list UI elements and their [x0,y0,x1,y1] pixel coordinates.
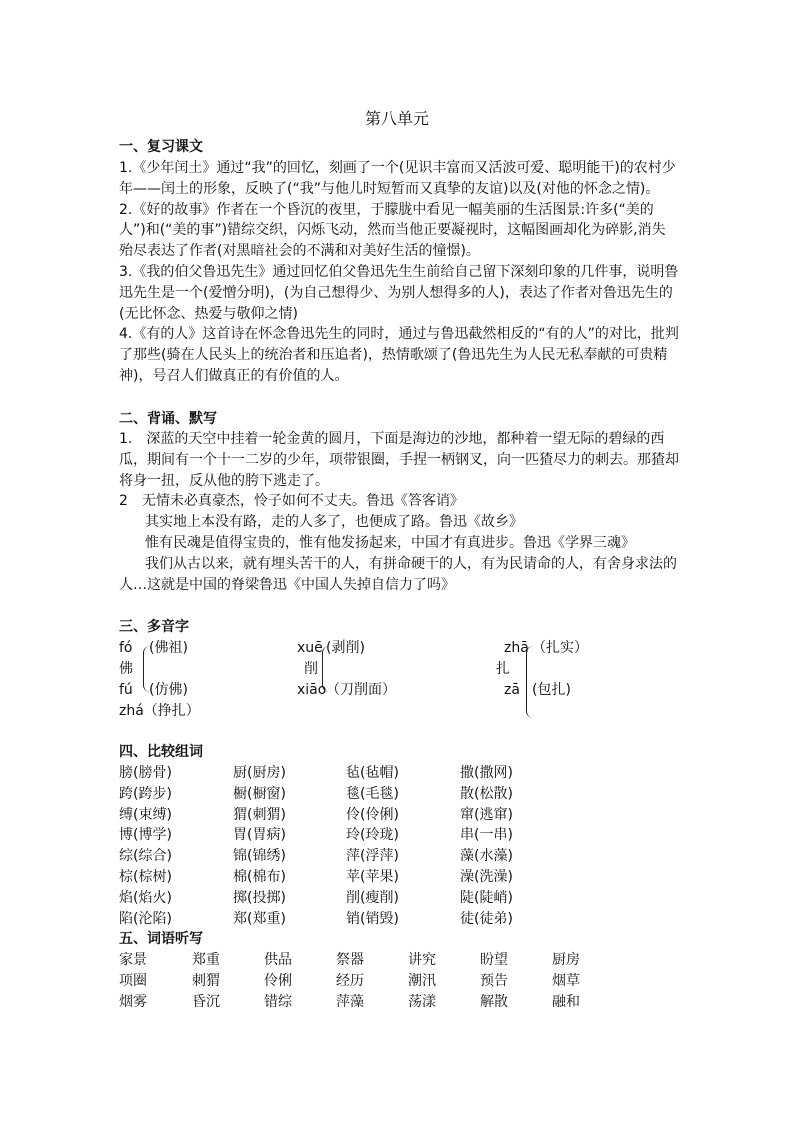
zha-pinyin-2: zā [504,682,520,698]
compare-item: 棉(棉布) [233,868,286,885]
dictation-word: 项圈 [119,972,147,989]
compare-item: 散(松散) [460,785,513,802]
review-item-4: 4.《有的人》这首诗在怀念鲁迅先生的同时，通过与鲁迅截然相反的“有的人”的对比，批判了那些(骑在人民头上的统治者和压追者)，热情歌颂了(鲁迅先生为人民无私奉献的可贵精神)，号召人们做真正的有价值的人。 [119,326,679,384]
dictation-word: 讲究 [408,952,436,968]
zha-word-2: (包扎) [532,682,571,698]
recite-passage-2: 2 无情未必真豪杰，怜子如何不丈夫。鲁迅《答客诮》 [119,493,464,510]
xue-word-2: （刀削面） [326,682,396,698]
zha-word-1: （扎实） [532,640,588,656]
compare-item: 厨(厨房) [233,765,286,781]
compare-item: 撒(撒网) [460,765,513,781]
dictation-word: 盼望 [480,952,508,968]
compare-item: 缚(束缚) [119,806,172,823]
compare-item: 销(销毁) [346,910,399,927]
compare-item: 锦(锦绣) [233,848,286,865]
dictation-word: 家景 [119,952,147,968]
compare-column-4 [460,763,513,929]
dictation-word: 祭器 [336,952,364,968]
compare-item: 萍(浮萍) [346,848,399,865]
compare-item: 陷(沦陷) [119,910,172,927]
fo-word-1: (佛祖) [149,640,188,656]
zha-pinyin-3: zhá（挣扎） [119,703,200,719]
dictation-word: 融和 [552,993,580,1010]
dictation-word: 错综 [264,993,292,1010]
dictation-word: 昏沉 [192,993,220,1010]
review-item-3: 3.《我的伯父鲁迅先生》通过回忆伯父鲁迅先生生前给自己留下深刻印象的几件事，说明鲁迅先生是一个(爱憎分明)，(为自己想得少、为别人想得多的人)，表达了作者对鲁迅先生的(无比怀念、热爱与敬仰之情) [119,263,679,322]
compare-item: 毯(毛毯) [346,785,399,802]
xue-char: 削 [304,661,318,677]
fo-pinyin-1: fó [119,640,133,656]
compare-item: 苹(苹果) [346,868,399,885]
dictation-word: 伶俐 [264,972,292,989]
section-heading-recite: 二、背诵、默写 [119,411,217,427]
xue-pinyin-1: xuē [297,640,323,656]
review-list [119,158,679,387]
compare-item: 削(瘦削) [346,889,399,906]
compare-column-2 [233,763,286,929]
xue-pinyin-2: xiāo [297,682,327,698]
compare-item: 膀(膀骨) [119,765,172,781]
compare-item: 毡(毡帽) [346,765,399,781]
recite-passage-4: 惟有民魂是值得宝贵的，惟有他发扬起来，中国才有真进步。鲁迅《学界三魂》 [145,534,635,551]
compare-item: 综(综合) [119,848,172,865]
recite-list [119,429,679,595]
page-title: 第八单元 [364,109,429,128]
zha-pinyin-1: zhā [504,640,529,656]
compare-column-3 [346,763,399,929]
compare-item: 藻(水藻) [460,848,513,865]
fo-word-2: (仿佛) [149,682,188,698]
dictation-word: 供品 [264,952,292,968]
compare-item: 郑(郑重) [233,910,286,927]
dictation-word: 荡漾 [408,993,436,1010]
zha-char: 扎 [496,661,510,677]
compare-column-1 [119,763,172,929]
section-heading-polyphone: 三、多音字 [119,619,189,635]
fo-char: 佛 [119,661,133,677]
dictation-word: 经历 [336,972,364,989]
dictation-word: 烟雾 [119,993,147,1010]
dictation-word: 预告 [480,972,508,989]
section-heading-dictation: 五、词语听写 [119,931,203,947]
dictation-word: 郑重 [192,952,220,968]
dictation-word: 刺猬 [192,972,220,989]
recite-passage-1: 1. 深蓝的天空中挂着一轮金黄的圆月，下面是海边的沙地，都种着一望无际的碧绿的西瓜，期间有一个十一二岁的少年，项带银圈，手捏一柄钢叉，向一匹猹尽力的刺去。那猹却将身一扭，反从他的胯下逃走了。 [119,431,679,489]
dictation-word: 烟草 [552,972,580,989]
compare-item: 跨(跨步) [119,785,172,802]
compare-item: 徒(徒弟) [460,910,513,927]
dictation-word: 潮汛 [408,972,436,989]
compare-item: 串(一串) [460,827,513,844]
compare-item: 玲(玲珑) [346,827,399,844]
compare-item: 陡(陡峭) [460,889,513,906]
dictation-word: 解散 [480,993,508,1010]
recite-passage-3: 其实地上本没有路，走的人多了，也便成了路。鲁迅《故乡》 [145,514,523,531]
xue-word-1: (剥削) [326,640,365,656]
dictation-word: 萍藻 [336,993,364,1010]
compare-item: 焰(焰火) [119,889,172,906]
section-heading-review: 一、复习课文 [119,139,203,155]
review-item-1: 1.《少年闰土》通过“我”的回忆，刻画了一个(见识丰富而又活波可爱、聪明能干)的农村少年——闰土的形象，反映了(“我”与他儿时短暂而又真挚的友谊)以及(对他的怀念之情)。 [119,160,676,197]
compare-item: 胃(胃病) [233,827,286,844]
compare-item: 博(博学) [119,827,172,844]
compare-item: 澡(洗澡) [460,868,513,885]
compare-item: 橱(橱窗) [233,785,286,802]
compare-item: 猬(刺猬) [233,806,286,823]
compare-item: 棕(棕树) [119,868,172,885]
fo-pinyin-2: fú [119,682,133,698]
dictation-word: 厨房 [552,952,580,968]
review-item-2: 2.《好的故事》作者在一个昏沉的夜里，于朦胧中看见一幅美丽的生活图景:许多(“美的人”)和(“美的事”)错综交织，闪烁飞动，然而当他正要凝视时，这幅图画却化为碎影,消失殆尽表达了作者(对黑暗社会的不满和对美好生活的憧憬)。 [119,201,666,260]
compare-item: 掷(投掷) [233,889,286,906]
compare-item: 伶(伶俐) [346,806,399,823]
recite-passage-5: 我们从古以来，就有埋头苦干的人，有拼命硬干的人，有为民请命的人，有舍身求法的人…这就是中国的脊梁鲁迅《中国人失掉自信力了吗》 [119,555,677,593]
section-heading-compare: 四、比较组词 [119,744,203,760]
compare-item: 窜(逃窜) [460,806,513,823]
